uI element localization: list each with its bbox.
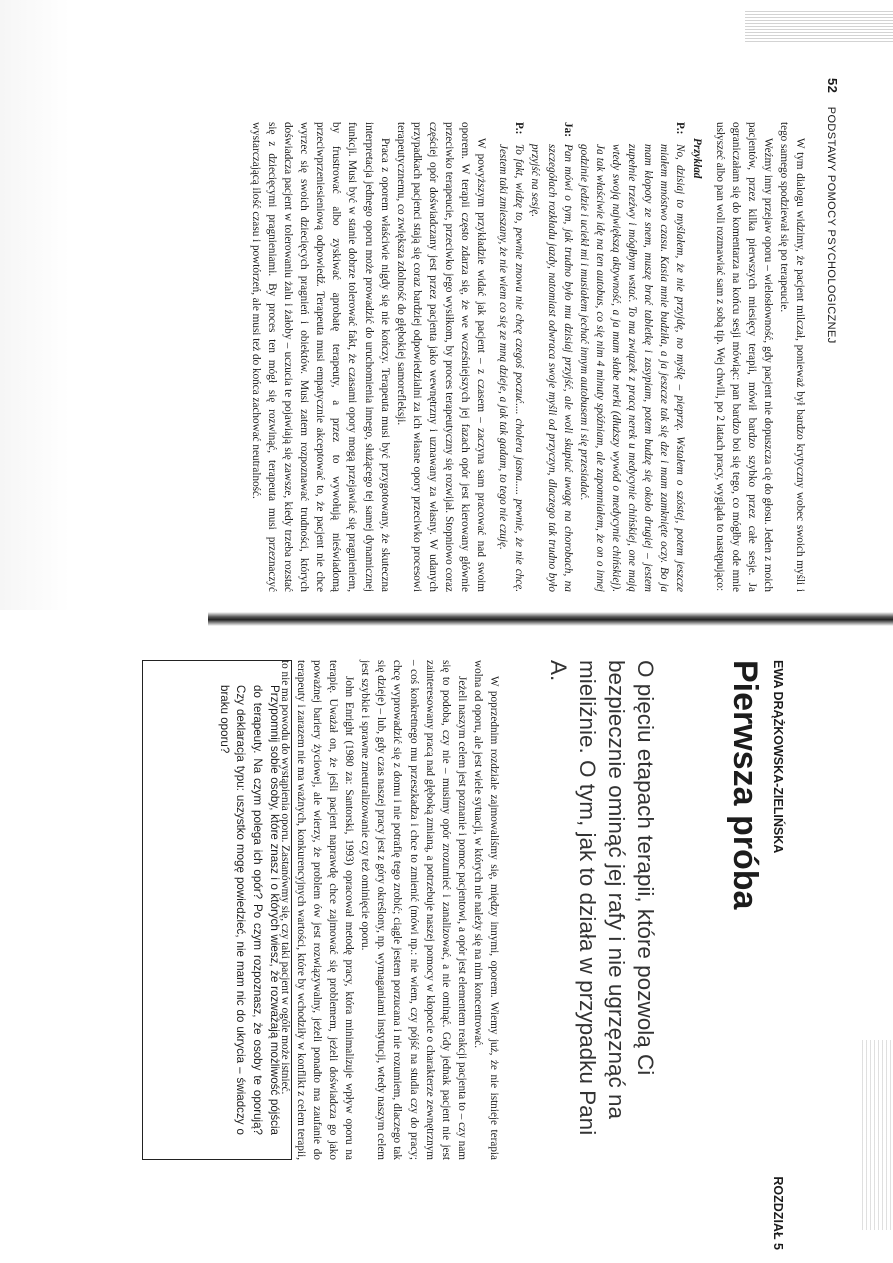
paragraph: Jeżeli naszym celem jest poznanie i pomoc pacjentowi, a opór jest elementem reakcji pacjenta to – czy nam się to podoba, czy nie – musimy opór zrozumieć i zanalizować, a nie ominąć. Gdy jednak pacjent nie jest zainteresowany pracą nad głęboką zmianą, a potrzebuje naszej pomocy w kłopocie o charakterze zewnętrznym – coś konkretnego mu przeszkadza i chce to zmienić (mówi np.: nie wiem, czy pójść na studia czy do pracy; chcę wyprowadzić się z domu i nie potrafię tego zrobić; ciągle jestem porzucana i nie rozumiem, dlaczego tak się dzieje) – lub, gdy czas naszej pracy jest z góry określony, np. wymaganiami instytucji, wtedy naszym celem jest szybkie i sprawne zneutralizowanie czy też ominięcie oporu. [359,660,468,1160]
scan-noise-bottom [862,1040,893,1230]
page-number: 52 [825,78,840,94]
paragraph: Praca z oporem właściwie nigdy się nie kończy. Terapeuta musi być przygotowany, że skuteczna interpretacja jednego oporu może prowadzić do uruchomienia innego, służącego tej samej dynamicznej funkcji. Musi być w stanie dobrze tolerować fakt, że czasami opory mogą przejawiać się pragnieniem, by frustrować albo zyskiwać aprobatę terapeuty, a przez to wywołują nieświadomą przeciwprzeniesieniową odpowiedź. Terapeuta musi empatycznie akceptować to, że pacjent nie chce wyrzec się swoich dziecięcych pragnień i obiektów. Musi zatem rozpoznawać trudności, których doświadcza pacjent w tolerowaniu żalu i żałoby – uczucia te pojawiają się zawsze, kiedy trzeba rozstać się z dziecięcymi pragnieniami. By proces ten mógł się rozwinąć, terapeuta musi przeznaczyć wystarczającą ilość czasu i powtórzeń, ale musi też do końca zachować neutralność. [249,122,391,592]
exercise-text: Przypomnij sobie osoby, które znasz i o których wiesz, że rozważają możliwość pójścia do terapeuty. Na czym polega ich opór? Po czym rozpoznasz, że osoby te oporują? Czy deklaracja typu: uszystko mogę powiedzieć, nie mam nic do ukrycia – świadczy o braku oporu? [217,685,281,1135]
paragraph: Weźmy inny przejaw oporu – wielosłowność, gdy pacjent nie dopuszcza cię do głosu. Jeden z moich pacjentów, przez kilka pierwszych miesięcy terapii, mówił bardzo szybko przez całe sesje. Ja ograniczałam się do komentarza na końcu sesji mówiąc: pan bardzo boi się tego, co mógłby ode mnie usłyszeć albo pan woli rozmawiać sam z sobą tip. Wej chwili, po 2 latach pracy, wygląda to następująco: [713,122,774,592]
exercise-box-frame [142,660,292,1160]
paragraph: John Enright (1980 za: Santorski, 1993) opracował metodę pracy, która minimalizuje wpływ oporu na terapię. Uważał on, że jeśli pacjent naprawdę chce zajmować się problemem, jeżeli doświadcza go jako poważnej bariery życiowej, ale wierzy, że problem ów jest rozwiązywalny, jeżeli ponadto ma zaufanie do terapeuty i zarazem nie ma ważnych, konkurencyjnych wartości, które by wchodziły w konflikt z celem terapii, to nie ma powodu do wystąpienia oporu. Zastanówmy się, czy taki pacjent w ogóle może istnieć. [278,660,356,1160]
paragraph: W poprzednim rozdziale zajmowaliśmy się, między innymi, oporem. Wiemy już, że nie istnieje terapia wolna od oporu, ale jest wiele sytuacji, w których nie należy się na nim koncentrować. [471,660,500,1160]
speaker-label: Ja: [561,122,574,137]
right-page-header [763,660,785,1250]
page-gutter-line [208,612,893,626]
dialogue-line [576,122,689,592]
dialogue-text: To fakt, widzę to, pewnie znowu nie chcę czegoś poczuć.... cholera jasna..... pewnie, że nie chcę. Jestem taki zmieszany, że nie wiem co się ze mną dzieje, a jak tak gadam, to tego nie czuję. [497,144,526,592]
left-page-header [818,78,840,638]
dialogue-text: Pan mówi o tym, jak trudno było mu dzisiaj przyjść, ale woli skupiać uwagę na chorobach, na szczegółach rozkładu jazdy, natomiast odwraca swoje myśli od przyczyn, dlaczego tak trudno było przyjść na sesję. [529,144,574,592]
chapter-label: ROZDZIAŁ 5 [771,1176,785,1250]
dialogue-line [495,122,527,592]
left-page-body [28,122,808,592]
paragraph: W tym dialogu widzimy, że pacjent milczał, ponieważ był bardzo krytyczny wobec swoich myśli i tego samego spodziewał się po terapeucie. [777,122,806,592]
author-name: EWA DRĄŻKOWSKA-ZIELIŃSKA [771,660,785,854]
chapter-title: Pierwsza próba [726,660,764,910]
chapter-lead: O pięciu etapach terapii, które pozwolą Ci bezpiecznie ominąć jej rafy i nie ugrzęznąć na mieliźnie. O tym, jak to działa w przypadku Pani A. [546,660,658,1136]
scan-noise-top [745,10,893,42]
running-head: PODSTAWY POMOCY PSYCHOLOGICZNEJ [825,106,837,344]
speaker-label: P.: [513,122,526,135]
exercise-box [142,660,292,1160]
speaker-label: P.: [674,122,687,135]
example-heading: Przykład [691,138,704,179]
dialogue-line [527,122,575,592]
paragraph: W powyższym przykładzie widać jak pacjent – z czasem – zaczyna sam pracować nad swoim oporem. W terapii często zdarza się, że we wcześniejszych jej fazach opór jest kierowany głównie przeciwko terapeucie, przeciwko jego wysiłkom, by proces terapeutyczny się rozwijał. Stopniowo coraz częściej opór doświadczany jest przez pacjenta jako wewnętrzny i uznawany za własny. W udanych przypadkach pacjenci stają się coraz bardziej odpowiedzialni za ich własne opory przeciwko procesowi terapeutycznemu, co zwiększa zdolność do głębokiej samorefleksji. [394,122,488,592]
dialogue-text: No, dzisiaj to myślałem, że nie przyjdę, no myślę – pieprzę. Wstałem o szóstej, potem jeszcze miałem mnóstwo czasu. Kasia mnie budziła, a ja jeszcze tak się dze i mam zamknięte oczy. Bo ja mam kłopoty ze snem, muszę brać tabletkę i zasypiam, potem budzę się około drugiej – jestem zupełnie trzeźwy i mógłbym wstać. To ma związek z pracą nerek u medycynie chińskiej, one mają wtedy swoją największą aktywność, a ja mam słabe nerki (dłuższy wywód o medycynie chińskiej). Ja tak właściwie idę na ten autobus, co się nim 4 minuty spóźniam, ale zapomniałem, że on o innej godzinie jedzie i uciekł mi i musiałem jechać innym autobusem i się przesiadać. [577,144,687,592]
